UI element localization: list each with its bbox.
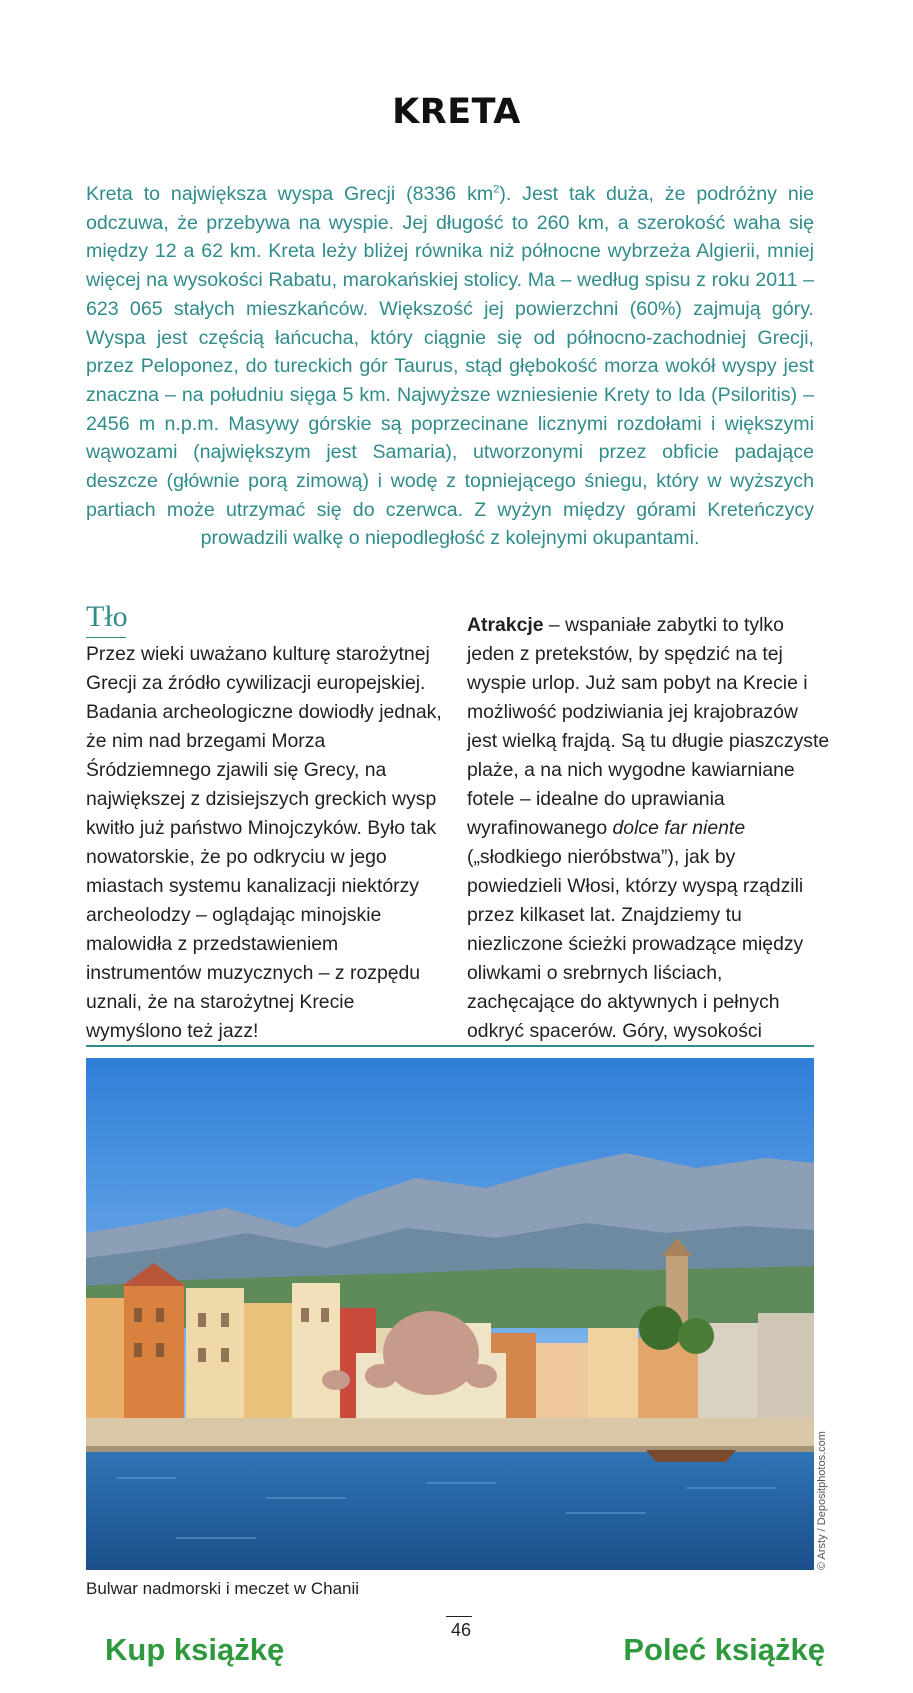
- section-heading: Tło: [86, 600, 128, 633]
- boat: [646, 1450, 736, 1462]
- photo-credit: © Arsty / Depositphotos.com: [816, 1431, 828, 1570]
- promenade: [86, 1418, 814, 1450]
- right-column-text: [467, 611, 833, 1046]
- intro-text-a: Kreta to największa wyspa Grecji (8336 km: [86, 183, 494, 205]
- page-title: KRETA: [392, 92, 521, 132]
- sea: [86, 1452, 814, 1570]
- photo-caption: Bulwar nadmorski i meczet w Chanii: [86, 1579, 360, 1598]
- page-number: 46: [450, 1620, 472, 1640]
- recommend-book-link[interactable]: Poleć książkę: [623, 1632, 825, 1667]
- intro-paragraph: [86, 180, 814, 553]
- intro-text-b: ). Jest tak duża, że podróżny nie odczuwa, że przebywa na wyspie. Jej długość to 260 km, a szerokość waha się między 12 a 62 km. Kreta leży bliżej równika niż północne wybrzeża Algierii, mniej więcej na wysokości Rabatu, marokańskiej stolicy. Ma – według spisu z roku 2011 – 623 065 stałych mieszkańców. Większość jej powierzchni (60%) zajmują góry. Wyspa jest częścią łańcucha, który ciągnie się od północno-zachodniej Grecji, przez Peloponez, do tureckich gór Taurus, stąd głębokość morza wokół wyspy jest znaczna – na południu sięga 5 km. Najwyższe wzniesienie Krety to Ida (Psiloritis) – 2456 m n.p.m. Masywy górskie są poprzecinane licznymi rozdołami i większymi wąwozami (największym jest Samaria), utworzonymi przez obficie padające deszcze (głównie porą zimową) i wodę z topniejącego śniegu, który w wyższych partiach może utrzymać się do czerwca. Z wyżyn między górami Kreteńczycy prowadzili walkę o niepodległość z kolejnymi okupantami.: [86, 183, 814, 550]
- mosque-dome: [383, 1311, 479, 1395]
- left-column-text: Przez wieki uważano kulturę starożytnej Grecji za źródło cywilizacji europejskiej. Badania archeologiczne dowiodły jednak, że nim nad brzegami Morza Śródziemnego zjawili się Grecy, na największej z dzisiejszych greckich wysp kwitło już państwo Minojczyków. Było tak nowatorskie, że po odkryciu w jego miastach systemu kanalizacji niektórzy archeolodzy – oglądając minojskie malowidła z przedstawieniem instrumentów muzycznych – z rozpędu uznali, że na starożytnej Krecie wymyślono też jazz!: [86, 643, 442, 1042]
- chania-harbour-photo: [86, 1058, 814, 1570]
- intro-superscript: 2: [493, 183, 500, 196]
- right-column-lead: Atrakcje: [467, 614, 544, 636]
- heading-underline: [86, 637, 126, 638]
- divider-rule: [86, 1045, 814, 1047]
- buy-book-link[interactable]: Kup książkę: [105, 1632, 285, 1667]
- right-column-italic: dolce far niente: [612, 817, 746, 839]
- harbour-illustration: [86, 1058, 814, 1570]
- right-column-text-b: („słodkiego nieróbstwa”), jak by powiedzieli Włosi, którzy wyspą rządzili przez kilkaset lat. Znajdziemy tu niezliczone ścieżki prowadzące między oliwkami o srebrnych liściach, zachęcające do aktywnych i pełnych odkryć spacerów. Góry, wysokości: [467, 846, 804, 1042]
- right-column-text-a: – wspaniałe zabytki to tylko jeden z pretekstów, by spędzić na tej wyspie urlop. Już sam pobyt na Krecie i możliwość podziwiania jej krajobrazów jest wielką frajdą. Są tu długie piaszczyste plaże, a na nich wygodne kawiarniane fotele – idealne do uprawiania wyrafinowanego: [467, 614, 830, 839]
- page-number-rule: [446, 1616, 472, 1617]
